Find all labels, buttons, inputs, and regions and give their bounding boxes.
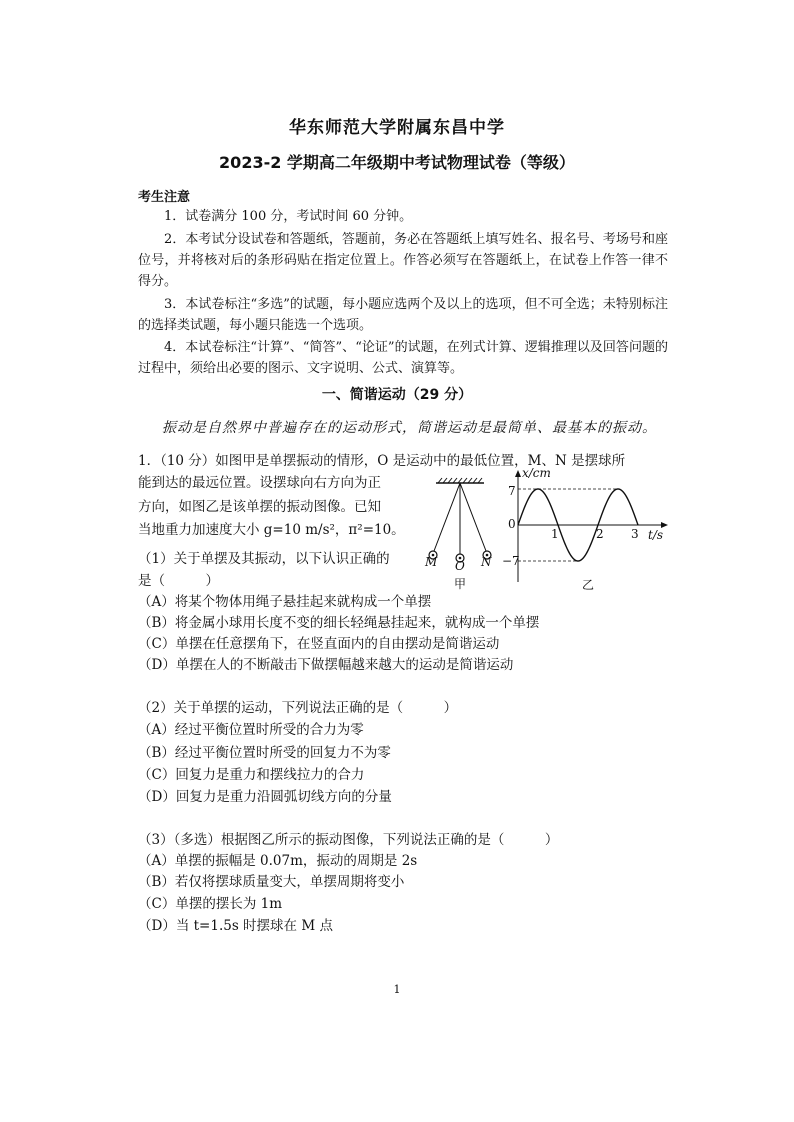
q1-sub3-stem: （3）（多选）根据图乙所示的振动图像，下列说法正确的是（ ） — [138, 832, 559, 848]
figure-yi-caption: 乙 — [582, 578, 595, 592]
y-tick-neg7: −7 — [502, 554, 520, 568]
notice-item-3: 3．本试卷标注“多选”的试题，每小题应选两个及以上的选项，但不可全选；未特别标注的选择类试题，每小题只能选一个选项。 — [138, 297, 668, 333]
page-number: 1 — [393, 983, 401, 996]
notice-item-1: 1．试卷满分 100 分，考试时间 60 分钟。 — [164, 209, 413, 224]
notice-item-4: 4．本试卷标注“计算”、“简答”、“论证”的试题，在列式计算、逻辑推理以及回答问题的过程中，须给出必要的图示、文字说明、公式、演算等。 — [138, 340, 668, 376]
label-m: M — [425, 555, 438, 569]
y-tick-0: 0 — [508, 517, 516, 531]
figure-jia-caption: 甲 — [454, 577, 467, 591]
q1-sub1-stem-line2: 是（ ） — [138, 573, 219, 589]
q1-sub1-stem-line1: （1）关于单摆及其振动，以下认识正确的 — [138, 551, 390, 567]
section-title: 一、简谐运动（29 分） — [321, 387, 473, 403]
x-tick-1: 1 — [551, 527, 559, 541]
q1-sub2-option-d: （D）回复力是重力沿圆弧切线方向的分量 — [138, 789, 392, 805]
label-n: N — [481, 555, 492, 569]
q1-sub3-option-a: （A）单摆的振幅是 0.07m，振动的周期是 2s — [138, 853, 418, 869]
q1-sub1-option-a: （A）将某个物体用绳子悬挂起来就构成一个单摆 — [138, 594, 432, 610]
string-m — [434, 483, 460, 551]
q1-sub2-option-b: （B）经过平衡位置时所受的回复力不为零 — [138, 745, 391, 761]
q1-stem-line4: 当地重力加速度大小 g=10 m/s²，π²=10。 — [138, 522, 405, 538]
figure-yi-graph — [498, 464, 678, 594]
q1-sub2-option-c: （C）回复力是重力和摆线拉力的合力 — [138, 767, 365, 783]
x-tick-3: 3 — [631, 527, 639, 541]
y-axis-arrow — [515, 470, 521, 477]
q1-sub3-option-b: （B）若仅将摆球质量变大，单摆周期将变小 — [138, 874, 405, 890]
q1-sub1-option-d: （D）单摆在人的不断敲击下做摆幅越来越大的运动是简谐运动 — [138, 657, 514, 673]
x-tick-2: 2 — [596, 527, 604, 541]
q1-stem-line3: 方向，如图乙是该单摆的振动图像。已知 — [138, 499, 381, 515]
notice-item-2: 2．本考试分设试卷和答题纸，答题前，务必在答题纸上填写姓名、报名号、考场号和座位号，并将核对后的条形码贴在指定位置上。作答必须写在答题纸上，在试卷上作答一律不得分。 — [138, 232, 668, 289]
section-intro: 振动是自然界中普遍存在的运动形式，简谐运动是最简单、最基本的振动。 — [162, 420, 657, 436]
q1-stem-line2: 能到达的最远位置。设摆球向右方向为正 — [138, 475, 381, 491]
q1-sub2-option-a: （A）经过平衡位置时所受的合力为零 — [138, 722, 364, 738]
q1-sub3-option-d: （D）当 t=1.5s 时摆球在 M 点 — [138, 918, 333, 934]
x-axis-label: t/s — [648, 528, 664, 542]
y-tick-7: 7 — [508, 484, 516, 498]
label-o: O — [455, 559, 465, 573]
q1-sub2-stem: （2）关于单摆的运动，下列说法正确的是（ ） — [138, 700, 458, 716]
y-axis-label: x/cm — [522, 466, 551, 480]
school-name: 华东师范大学附属东昌中学 — [289, 118, 505, 138]
figure-jia-pendulum — [418, 475, 504, 593]
exam-title: 2023-2 学期高二年级期中考试物理试卷（等级） — [219, 153, 575, 172]
notice-heading: 考生注意 — [138, 190, 191, 205]
q1-stem-line1: 1．（10 分）如图甲是单摆振动的情形，O 是运动中的最低位置，M、N 是摆球所 — [138, 453, 626, 469]
q1-sub3-option-c: （C）单摆的摆长为 1m — [138, 896, 283, 912]
string-n — [460, 483, 486, 551]
q1-sub1-option-c: （C）单摆在任意摆角下，在竖直面内的自由摆动是简谐运动 — [138, 636, 500, 652]
q1-sub1-option-b: （B）将金属小球用长度不变的细长轻绳悬挂起来，就构成一个单摆 — [138, 615, 540, 631]
